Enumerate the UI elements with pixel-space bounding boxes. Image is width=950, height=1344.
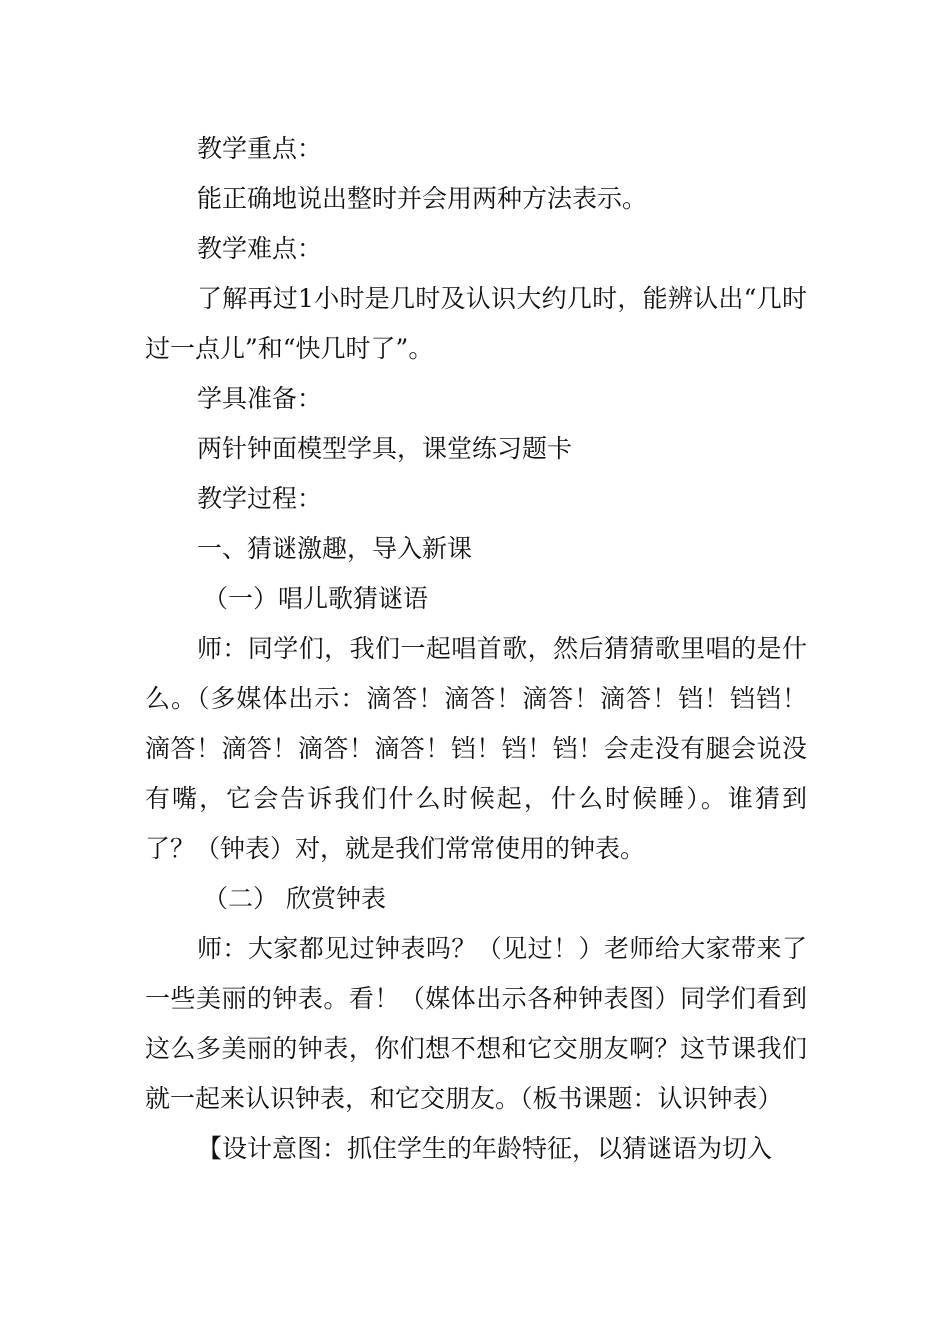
paragraph-appreciate-clocks: 师：大家都见过钟表吗？（见过！）老师给大家带来了一些美丽的钟表。看！（媒体出示各种钟表图）同学们看到这么多美丽的钟表，你们想不想和它交朋友啊？这节课我们就一起来认识钟表，和它交朋友。（板书课题：认识钟表） xyxy=(145,934,807,1113)
paragraph-teaching-focus: 能正确地说出整时并会用两种方法表示。 xyxy=(197,184,648,213)
heading-teaching-process: 教学过程： xyxy=(197,484,323,513)
document-body xyxy=(145,124,807,1174)
section-one-title: 一、猜谜激趣，导入新课 xyxy=(197,534,473,563)
paragraph-teaching-difficulty: 了解再过1小时是几时及认识大约几时，能辨认出“几时过一点儿”和“快几时了”。 xyxy=(145,284,807,363)
paragraph-design-intent: 【设计意图：抓住学生的年龄特征，以猜谜语为切入 xyxy=(197,1134,773,1163)
paragraph-riddle: 师：同学们，我们一起唱首歌，然后猜猜歌里唱的是什么。（多媒体出示：滴答！滴答！滴答！滴答！铛！铛铛！滴答！滴答！滴答！滴答！铛！铛！铛！会走没有腿会说没有嘴，它会告诉我们什么时候起，什么时候睡）。谁猜到了？（钟表）对，就是我们常常使用的钟表。 xyxy=(145,634,807,863)
heading-materials: 学具准备： xyxy=(197,384,323,413)
subsection-two-title: （二） 欣赏钟表 xyxy=(203,884,386,913)
heading-teaching-focus: 教学重点： xyxy=(197,134,323,163)
subsection-one-title: （一）唱儿歌猜谜语 xyxy=(203,584,429,613)
heading-teaching-difficulty: 教学难点： xyxy=(197,234,323,263)
paragraph-materials: 两针钟面模型学具，课堂练习题卡 xyxy=(197,434,573,463)
